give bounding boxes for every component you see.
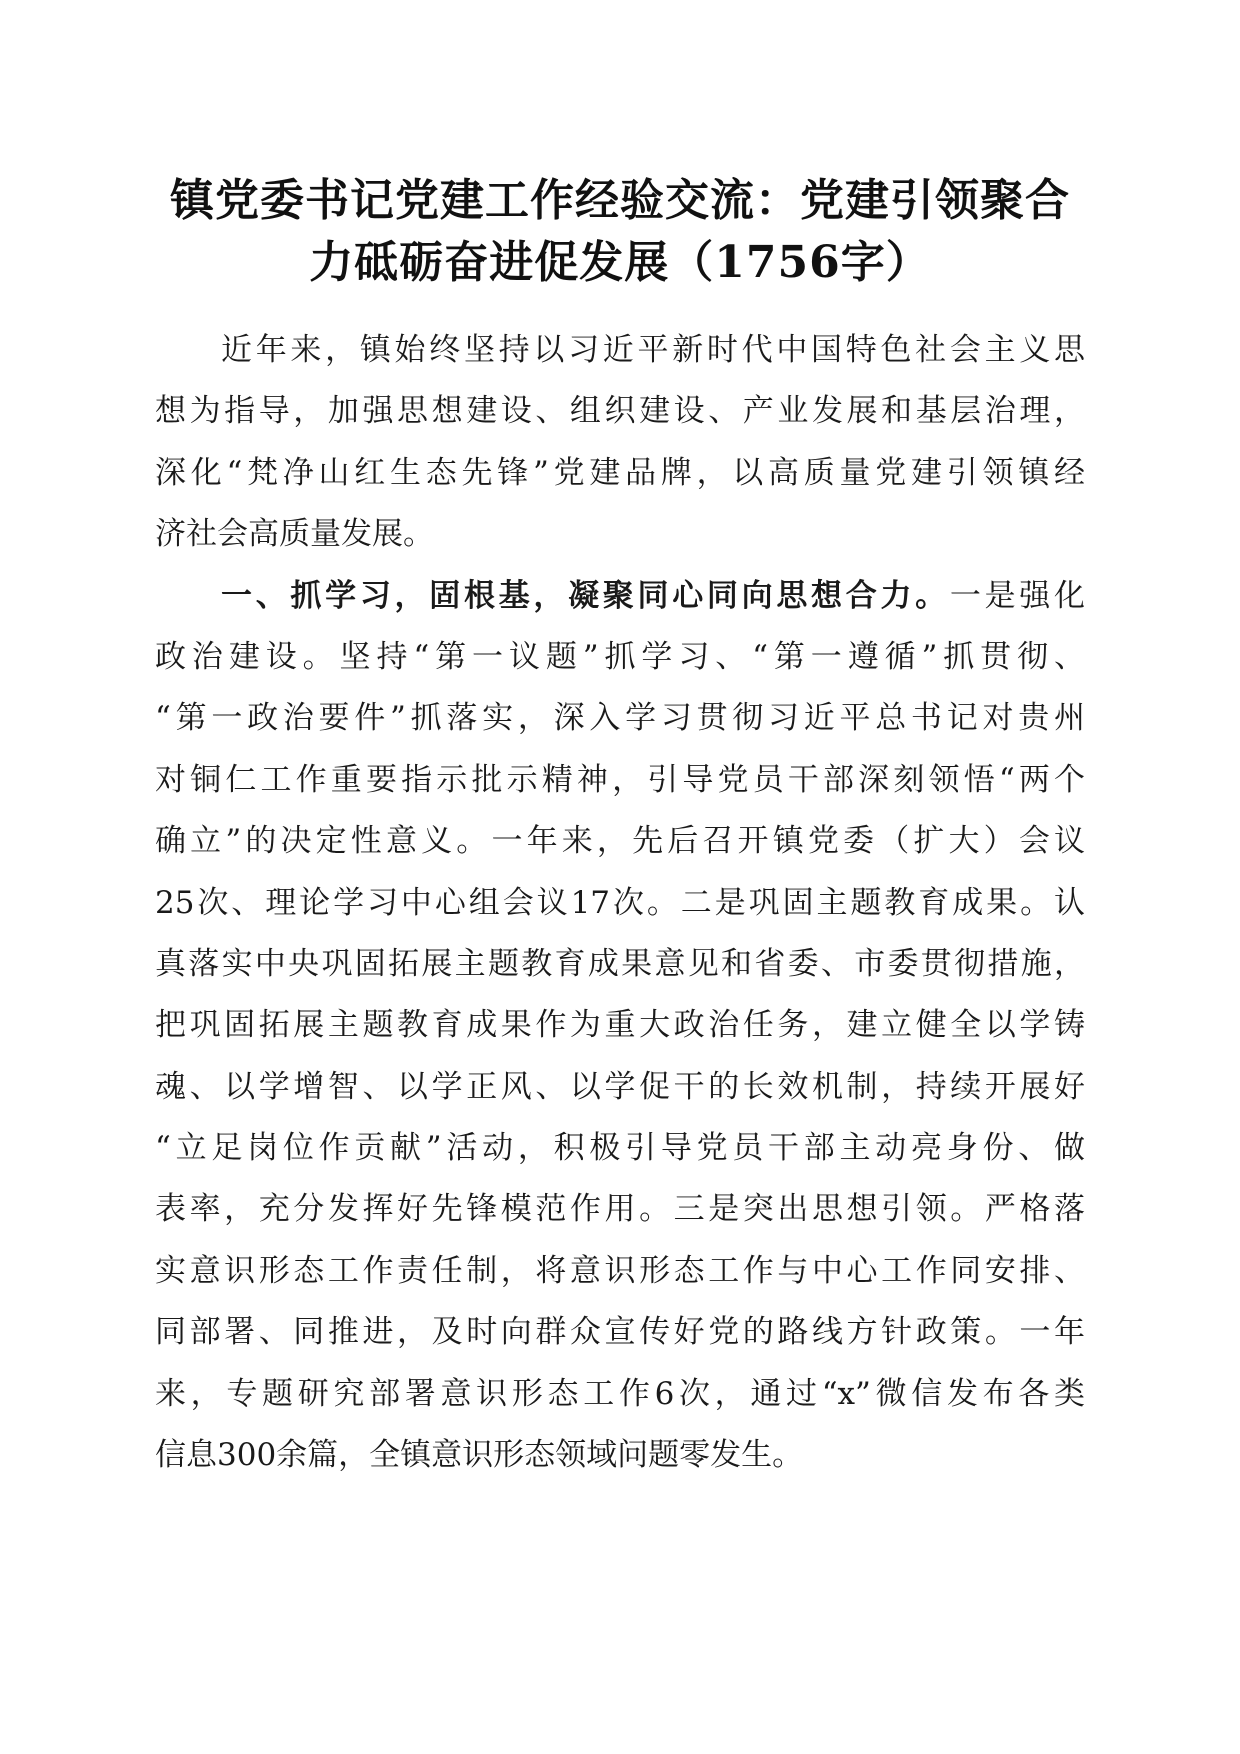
paragraph-2-line: 把巩固拓展主题教育成果作为重大政治任务，建立健全以学铸 — [155, 1007, 1085, 1044]
paragraph-1-line: 想为指导，加强思想建设、组织建设、产业发展和基层治理， — [155, 393, 1085, 430]
paragraph-2-line: 表率，充分发挥好先锋模范作用。三是突出思想引领。严格落 — [155, 1191, 1085, 1228]
paragraph-2-line: 确立”的决定性意义。一年来，先后召开镇党委（扩大）会议 — [155, 823, 1085, 860]
title-line-2: 力砥砺奋进促发展（1756字） — [309, 237, 931, 288]
paragraph-2-line-rest: 一是强化 — [949, 577, 1085, 614]
paragraph-2-first-line — [155, 566, 1085, 627]
paragraph-2-line: “立足岗位作贡献”活动，积极引导党员干部主动亮身份、做 — [155, 1130, 1085, 1167]
paragraph-2-line: 政治建设。坚持“第一议题”抓学习、“第一遵循”抓贯彻、 — [155, 638, 1085, 675]
paragraph-2-line: 真落实中央巩固拓展主题教育成果意见和省委、市委贯彻措施， — [155, 945, 1085, 982]
paragraph-2-line: 25次、理论学习中心组会议17次。二是巩固主题教育成果。认 — [155, 884, 1085, 921]
paragraph-1-line: 近年来，镇始终坚持以习近平新时代中国特色社会主义思 — [221, 332, 1085, 368]
paragraph-1-line: 深化“梵净山红生态先锋”党建品牌，以高质量党建引领镇经 — [155, 454, 1085, 491]
paragraph-2-line: 魂、以学增智、以学正风、以学促干的长效机制，持续开展好 — [155, 1068, 1085, 1105]
paragraph-2-line: 实意识形态工作责任制，将意识形态工作与中心工作同安排、 — [155, 1252, 1085, 1289]
section-heading: 一、抓学习，固根基，凝聚同心同向思想合力。 — [221, 577, 950, 614]
document-title — [140, 170, 1100, 294]
paragraph-1-line: 济社会高质量发展。 — [155, 516, 434, 553]
paragraph-2-line: “第一政治要件”抓落实，深入学习贯彻习近平总书记对贵州 — [155, 700, 1085, 737]
document-body — [155, 320, 1085, 1486]
paragraph-2-line: 信息300余篇，全镇意识形态领域问题零发生。 — [155, 1437, 804, 1474]
paragraph-2-line: 来，专题研究部署意识形态工作6次，通过“x”微信发布各类 — [155, 1375, 1085, 1412]
title-line-1: 镇党委书记党建工作经验交流：党建引领聚合 — [170, 175, 1070, 226]
paragraph-2-line: 同部署、同推进，及时向群众宣传好党的路线方针政策。一年 — [155, 1314, 1085, 1351]
paragraph-2-line: 对铜仁工作重要指示批示精神，引导党员干部深刻领悟“两个 — [155, 761, 1085, 798]
